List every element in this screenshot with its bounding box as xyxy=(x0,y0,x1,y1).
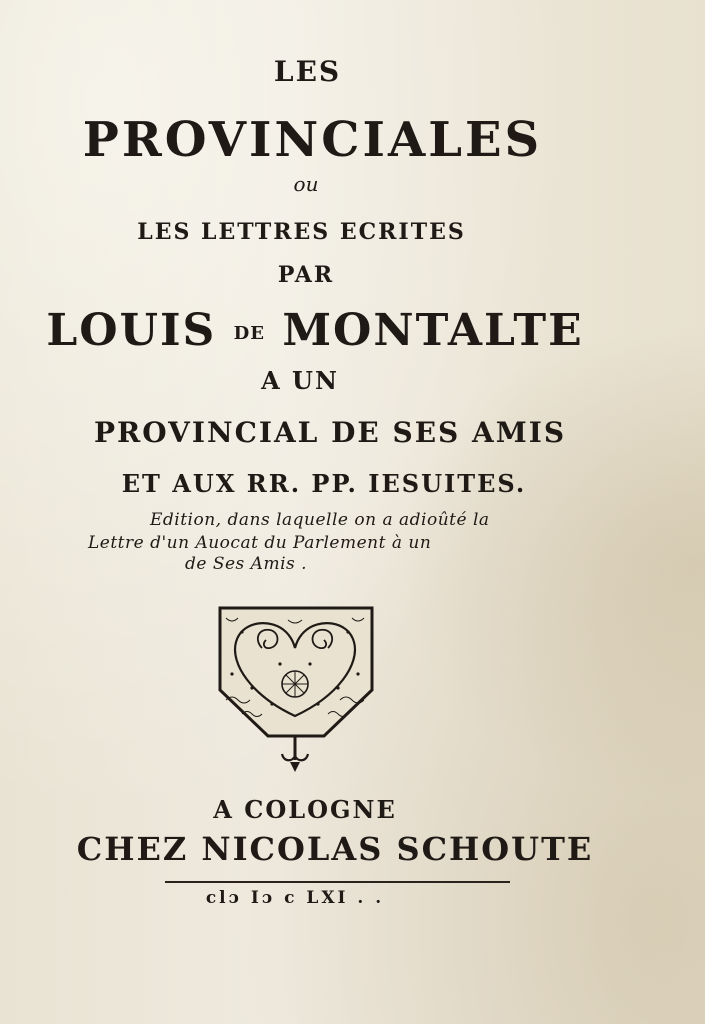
title-iesuites: ET AUX RR. PP. IESUITES. xyxy=(121,469,527,498)
author-line xyxy=(0,305,630,356)
title-ou: ou xyxy=(293,172,319,196)
title-les: LES xyxy=(273,55,342,88)
title-provinciales: PROVINCIALES xyxy=(82,112,543,168)
printer-device-emblem xyxy=(212,604,378,776)
title-par: PAR xyxy=(277,262,335,288)
imprint-printer: CHEZ NICOLAS SCHOUTE xyxy=(76,830,594,868)
imprint-year: clɔ Iɔ c LXI . . xyxy=(205,888,385,908)
title-a-un: A UN xyxy=(261,366,339,395)
imprint-rule xyxy=(165,881,510,883)
author-first-name: LOUIS xyxy=(46,305,217,356)
title-provincial: PROVINCIAL DE SES AMIS xyxy=(93,416,567,449)
author-last-name: MONTALTE xyxy=(282,305,584,356)
edition-note-line-2: Lettre d'un Auocat du Parlement à un xyxy=(88,533,432,553)
imprint-place: A COLOGNE xyxy=(213,795,397,824)
edition-note-line-1: Edition, dans laquelle on a adioûté la xyxy=(150,510,490,530)
edition-note-line-3: de Ses Amis . xyxy=(185,554,308,574)
author-particle: DE xyxy=(233,323,265,344)
title-lettres-ecrites: LES LETTRES ECRITES xyxy=(137,219,466,245)
